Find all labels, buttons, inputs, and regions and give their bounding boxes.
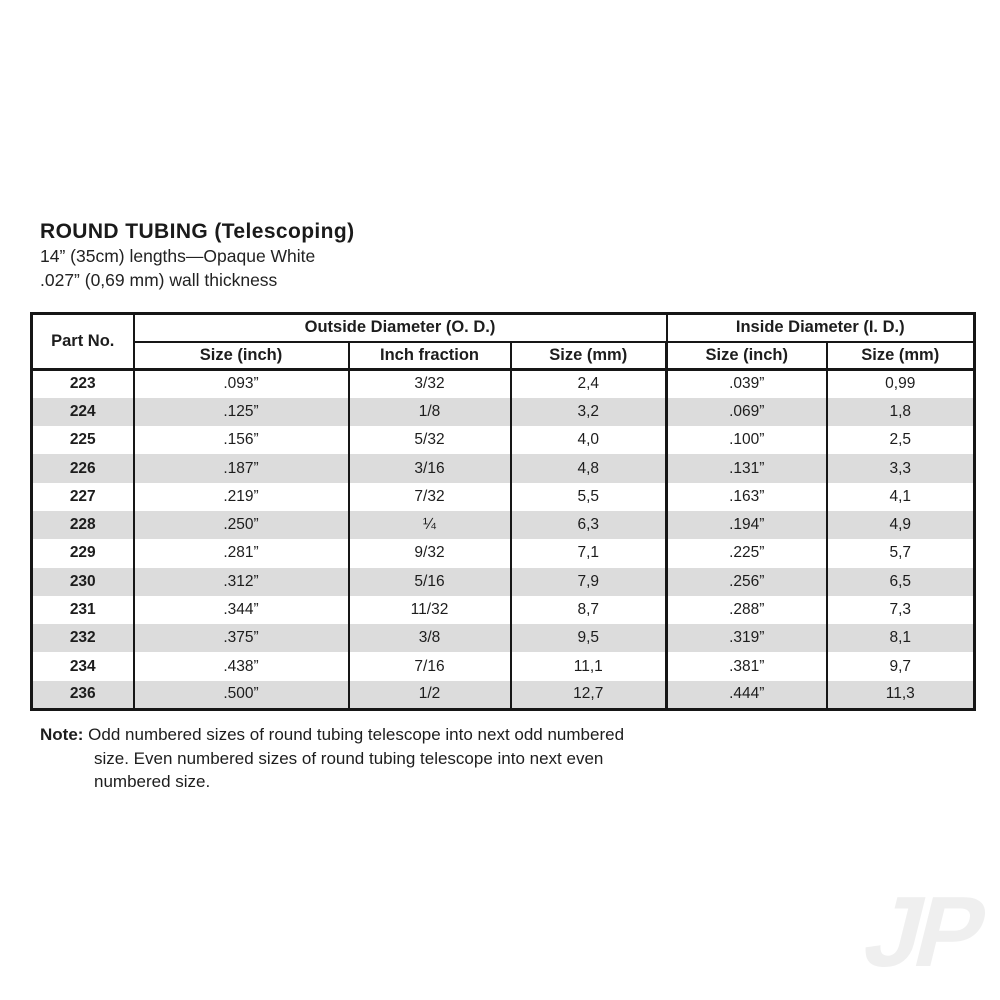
od-size-mm-cell: 7,1 <box>511 539 667 567</box>
table-row <box>32 398 975 426</box>
id-size-inch-cell: .194” <box>667 511 827 539</box>
id-size-mm-cell: 4,1 <box>827 483 975 511</box>
id-size-inch-cell: .319” <box>667 624 827 652</box>
id-size-mm-cell: 7,3 <box>827 596 975 624</box>
table-row <box>32 511 975 539</box>
table-row <box>32 370 975 398</box>
table-row <box>32 624 975 652</box>
part-no-cell: 234 <box>32 652 134 680</box>
table-row <box>32 539 975 567</box>
od-size-inch-cell: .344” <box>134 596 349 624</box>
sub-header-od-size-inch: Size (inch) <box>134 342 349 370</box>
sub-header-id-size-inch: Size (inch) <box>667 342 827 370</box>
id-size-mm-cell: 3,3 <box>827 454 975 482</box>
sub-header-od-inch-fraction: Inch fraction <box>349 342 511 370</box>
od-size-mm-cell: 4,0 <box>511 426 667 454</box>
jp-logo-watermark: JP <box>853 876 992 988</box>
od-inch-fraction-cell: 3/32 <box>349 370 511 398</box>
od-size-inch-cell: .281” <box>134 539 349 567</box>
id-size-inch-cell: .163” <box>667 483 827 511</box>
od-size-inch-cell: .250” <box>134 511 349 539</box>
od-size-mm-cell: 5,5 <box>511 483 667 511</box>
od-inch-fraction-cell: 7/32 <box>349 483 511 511</box>
id-size-inch-cell: .256” <box>667 568 827 596</box>
od-inch-fraction-cell: 9/32 <box>349 539 511 567</box>
table-row <box>32 652 975 680</box>
group-header-inside-diameter: Inside Diameter (I. D.) <box>667 314 975 342</box>
table-header <box>32 314 975 370</box>
od-size-inch-cell: .093” <box>134 370 349 398</box>
od-inch-fraction-cell: 5/32 <box>349 426 511 454</box>
id-size-mm-cell: 6,5 <box>827 568 975 596</box>
part-no-cell: 223 <box>32 370 134 398</box>
od-size-mm-cell: 7,9 <box>511 568 667 596</box>
od-size-inch-cell: .187” <box>134 454 349 482</box>
tubing-size-table <box>30 312 976 711</box>
note-label: Note: <box>40 725 84 744</box>
note-block <box>40 723 640 794</box>
id-size-inch-cell: .444” <box>667 681 827 709</box>
subtitle-wall-thickness: .027” (0,69 mm) wall thickness <box>40 270 278 290</box>
id-size-mm-cell: 5,7 <box>827 539 975 567</box>
id-size-inch-cell: .069” <box>667 398 827 426</box>
part-no-cell: 224 <box>32 398 134 426</box>
col-header-part-no: Part No. <box>32 314 134 370</box>
id-size-inch-cell: .039” <box>667 370 827 398</box>
group-header-outside-diameter: Outside Diameter (O. D.) <box>134 314 667 342</box>
od-inch-fraction-cell: 5/16 <box>349 568 511 596</box>
od-size-mm-cell: 8,7 <box>511 596 667 624</box>
table-row <box>32 483 975 511</box>
id-size-mm-cell: 9,7 <box>827 652 975 680</box>
table-row <box>32 454 975 482</box>
table-row <box>32 681 975 709</box>
part-no-cell: 231 <box>32 596 134 624</box>
od-size-mm-cell: 9,5 <box>511 624 667 652</box>
od-size-mm-cell: 12,7 <box>511 681 667 709</box>
part-no-cell: 228 <box>32 511 134 539</box>
id-size-inch-cell: .100” <box>667 426 827 454</box>
id-size-inch-cell: .225” <box>667 539 827 567</box>
od-inch-fraction-cell: 11/32 <box>349 596 511 624</box>
table-row <box>32 568 975 596</box>
od-inch-fraction-cell: 1/2 <box>349 681 511 709</box>
id-size-inch-cell: .381” <box>667 652 827 680</box>
od-size-mm-cell: 6,3 <box>511 511 667 539</box>
od-size-inch-cell: .312” <box>134 568 349 596</box>
od-size-inch-cell: .156” <box>134 426 349 454</box>
part-no-cell: 226 <box>32 454 134 482</box>
od-inch-fraction-cell: 7/16 <box>349 652 511 680</box>
id-size-mm-cell: 8,1 <box>827 624 975 652</box>
sub-header-od-size-mm: Size (mm) <box>511 342 667 370</box>
note-text: Odd numbered sizes of round tubing telescope into next odd numbered size. Even numbered sizes of round tubing telescope into next even numbered size. <box>83 725 625 791</box>
part-no-cell: 230 <box>32 568 134 596</box>
od-size-inch-cell: .219” <box>134 483 349 511</box>
id-size-mm-cell: 4,9 <box>827 511 975 539</box>
od-size-mm-cell: 4,8 <box>511 454 667 482</box>
part-no-cell: 232 <box>32 624 134 652</box>
id-size-mm-cell: 1,8 <box>827 398 975 426</box>
id-size-inch-cell: .131” <box>667 454 827 482</box>
id-size-mm-cell: 11,3 <box>827 681 975 709</box>
part-no-cell: 225 <box>32 426 134 454</box>
table-row <box>32 426 975 454</box>
table-row <box>32 596 975 624</box>
od-size-mm-cell: 11,1 <box>511 652 667 680</box>
od-inch-fraction-cell: ¼ <box>349 511 511 539</box>
id-size-inch-cell: .288” <box>667 596 827 624</box>
sub-header-id-size-mm: Size (mm) <box>827 342 975 370</box>
page-title: ROUND TUBING (Telescoping) <box>40 220 355 243</box>
part-no-cell: 227 <box>32 483 134 511</box>
part-no-cell: 229 <box>32 539 134 567</box>
od-size-inch-cell: .438” <box>134 652 349 680</box>
od-size-mm-cell: 2,4 <box>511 370 667 398</box>
part-no-cell: 236 <box>32 681 134 709</box>
subtitle-lengths: 14” (35cm) lengths—Opaque White <box>40 246 316 266</box>
id-size-mm-cell: 2,5 <box>827 426 975 454</box>
id-size-mm-cell: 0,99 <box>827 370 975 398</box>
od-size-inch-cell: .375” <box>134 624 349 652</box>
od-inch-fraction-cell: 3/8 <box>349 624 511 652</box>
od-size-inch-cell: .125” <box>134 398 349 426</box>
od-size-inch-cell: .500” <box>134 681 349 709</box>
table-body <box>32 370 975 710</box>
od-size-mm-cell: 3,2 <box>511 398 667 426</box>
od-inch-fraction-cell: 1/8 <box>349 398 511 426</box>
od-inch-fraction-cell: 3/16 <box>349 454 511 482</box>
title-block <box>40 220 355 292</box>
